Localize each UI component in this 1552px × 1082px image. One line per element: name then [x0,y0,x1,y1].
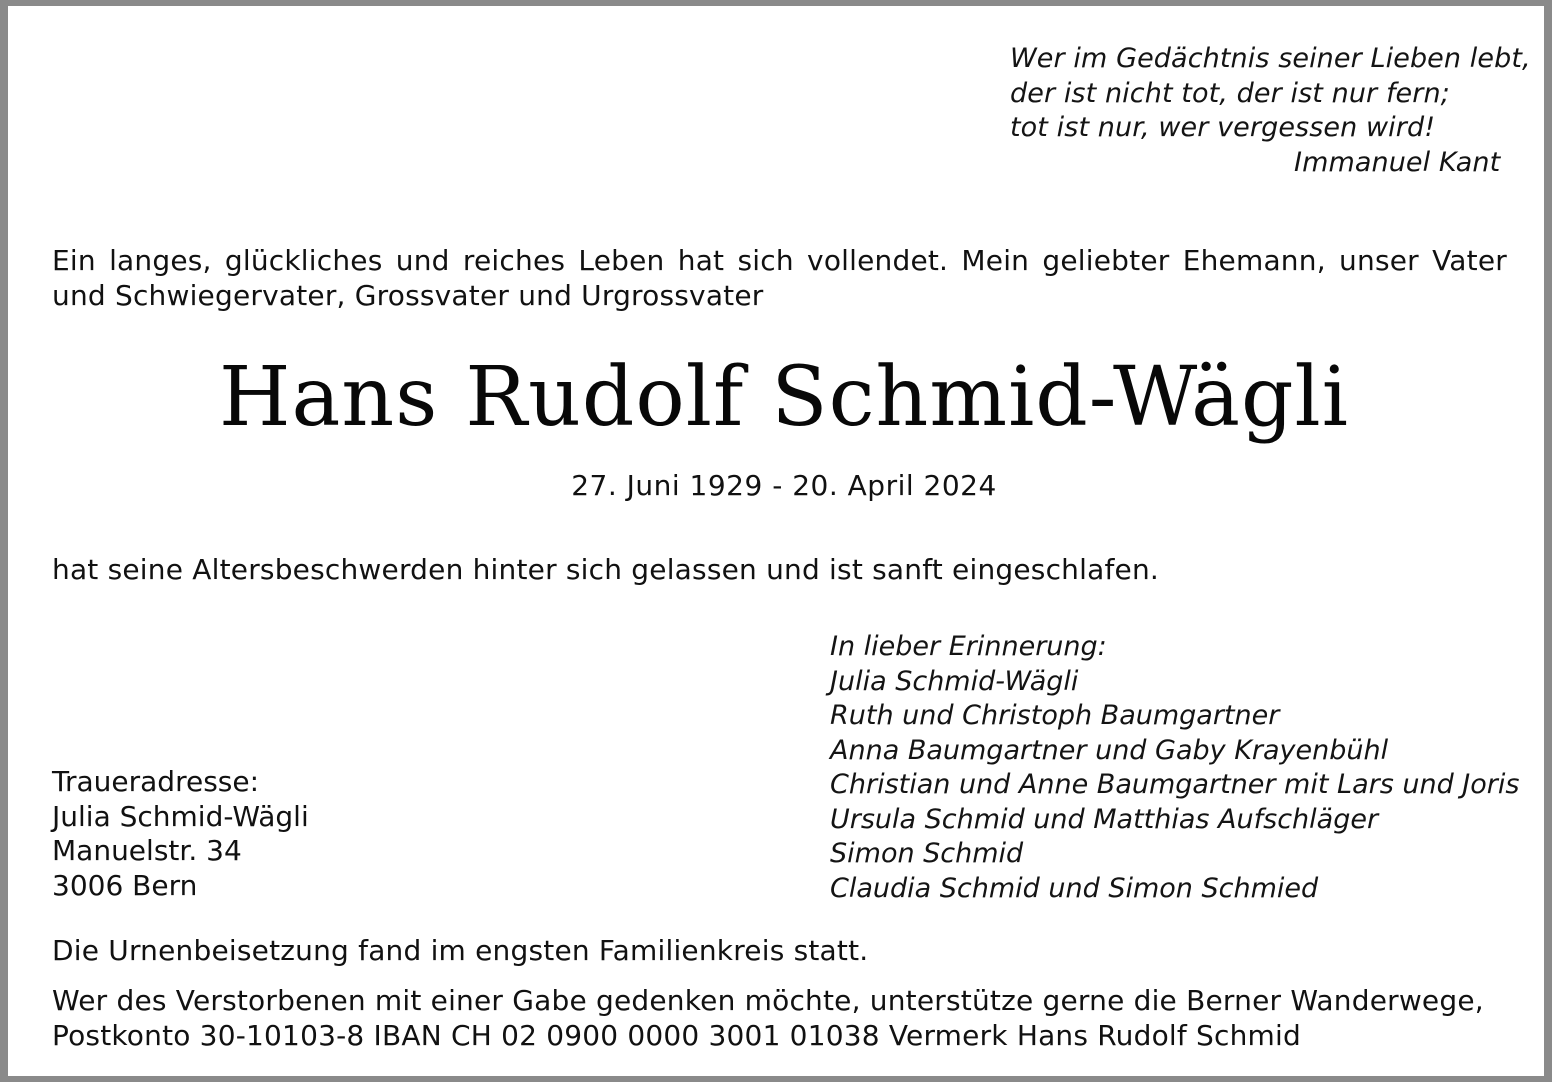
quote-line: Wer im Gedächtnis seiner Lieben lebt, [1010,43,1531,74]
intro-text: Ein langes, glückliches und reiches Leben hat sich vollendet. Mein geliebter Ehemann, unser Vater und Schwiegervater, Grossvater und Urgrossvater [52,244,1507,312]
mourner-entry: Simon Schmid [830,838,1024,869]
mourner-entry: Claudia Schmid und Simon Schmied [830,872,1319,904]
address-city: 3006 Bern [52,868,198,902]
burial-notice: Die Urnenbeisetzung fand im engsten Familienkreis statt. [52,934,869,967]
mourner-entry: Christian und Anne Baumgartner mit Lars und Joris [830,769,1520,800]
donation-account: Postkonto 30-10103-8 IBAN CH 02 0900 0000 3001 01038 Vermerk Hans Rudolf Schmid [52,1018,1301,1052]
mourner-entry: Ursula Schmid und Matthias Aufschläger [830,803,1379,835]
donation-line: Wer des Verstorbenen mit einer Gabe gedenken möchte, unterstütze gerne die Berner Wanderwege, [52,984,1484,1017]
quote-line: der ist nicht tot, der ist nur fern; [1010,77,1450,109]
kant-quote [1010,42,1530,180]
address-name: Julia Schmid-Wägli [52,799,309,833]
mourning-address [52,765,309,903]
quote-line: tot ist nur, wer vergessen wird! [1010,112,1436,143]
mourner-entry: Julia Schmid-Wägli [830,665,1079,697]
life-dates: 27. Juni 1929 - 20. April 2024 [571,469,997,502]
address-street: Manuelstr. 34 [52,834,242,867]
passing-text: hat seine Altersbeschwerden hinter sich gelassen und ist sanft eingeschlafen. [52,553,1159,586]
deceased-name: Hans Rudolf Schmid-Wägli [219,350,1349,445]
address-label: Traueradresse: [52,765,260,798]
mourners-list [830,630,1519,906]
donation-notice [52,984,1507,1053]
mourner-entry: Ruth und Christoph Baumgartner [830,700,1280,731]
mourners-heading: In lieber Erinnerung: [830,631,1107,662]
quote-author: Immanuel Kant [1294,146,1501,178]
mourner-entry: Anna Baumgartner und Gaby Krayenbühl [830,734,1389,766]
